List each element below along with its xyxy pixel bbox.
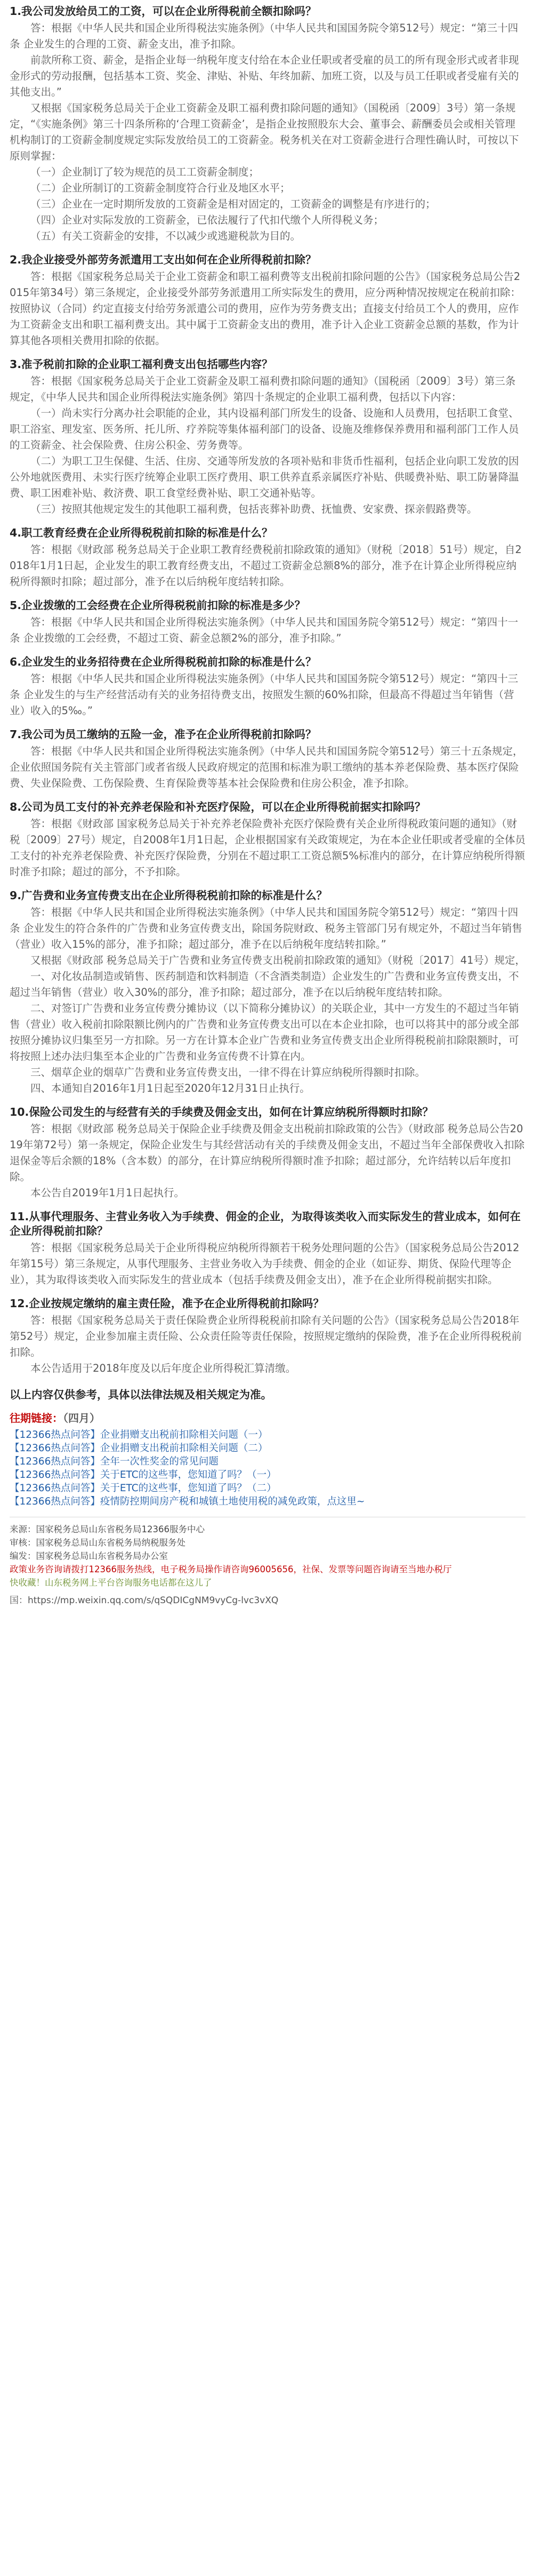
question-heading: 2.我企业接受外部劳务派遣用工支出如何在企业所得税前扣除？ xyxy=(10,253,317,266)
footer-url[interactable]: 国：https://mp.weixin.qq.com/s/qSQDICgNM9vyCg-lvc3vXQ xyxy=(10,1595,279,1606)
footer-reviewer: 审核：国家税务总局山东省税务局纳税服务处 xyxy=(10,1538,185,1548)
question-heading: 9.广告费和业务宣传费支出在企业所得税税前扣除的标准是什么？ xyxy=(10,889,328,902)
answer-paragraph: 答：根据《国家税务总局关于企业工资薪金及职工福利费扣除问题的通知》（国税函〔2009〕3号）第三条规定，《中华人民共和国企业所得税法实施条例》第四十条规定的企业职工福利费，包括以下内容： xyxy=(10,375,516,403)
qa-item xyxy=(10,253,526,349)
answer-paragraph: （一）企业制订了较为规范的员工工资薪金制度； xyxy=(30,166,260,178)
question-heading: 8.公司为员工支付的补充养老保险和补充医疗保险，可以在企业所得税前据实扣除吗？ xyxy=(10,801,426,813)
answer-paragraph: （一）尚未实行分离办社会职能的企业，其内设福利部门所发生的设备、设施和人员费用，包括职工食堂、职工浴室、理发室、医务所、托儿所、疗养院等集体福利部门的设备、设施及维修保养费用和福利部门工作人员的工资薪金、社会保险费、住房公积金、劳务费等。 xyxy=(10,407,519,451)
answer-paragraph: （二）为职工卫生保健、生活、住房、交通等所发放的各项补贴和非货币性福利，包括企业向职工发放的因公外地就医费用、未实行医疗统筹企业职工医疗费用、职工供养直系亲属医疗补贴、供暖费补贴、职工防暑降温费、职工困难补贴、救济费、职工食堂经费补贴、职工交通补贴等。 xyxy=(10,455,519,499)
footer xyxy=(10,1523,526,1607)
past-links-title: 往期链接： xyxy=(10,1412,63,1425)
question-heading: 10.保险公司发生的与经营有关的手续费及佣金支出，如何在计算应纳税所得额时扣除？ xyxy=(10,1106,433,1118)
answer-paragraph: 三、烟草企业的烟草广告费和业务宣传费支出，一律不得在计算应纳税所得额时扣除。 xyxy=(30,1066,426,1078)
footer-source: 来源：国家税务总局山东省税务局12366服务中心 xyxy=(10,1524,205,1534)
answer-paragraph: 前款所称工资、薪金，是指企业每一纳税年度支付给在本企业任职或者受雇的员工的所有现金形式或者非现金形式的劳动报酬，包括基本工资、奖金、津贴、补贴、年终加薪、加班工资，以及与员工任职或者受雇有关的其他支出。” xyxy=(10,54,519,98)
footer-notice: 政策业务咨询请拨打12366服务热线，电子税务局操作请咨询96005656，社保、发票等问题咨询请至当地办税厅 xyxy=(10,1564,452,1574)
section-gap xyxy=(10,1288,526,1297)
past-link-6[interactable]: 【12366热点问答】疫情防控期间房产税和城镇土地使用税的减免政策，点这里~ xyxy=(10,1496,365,1507)
qa-item xyxy=(10,889,526,1097)
question-heading: 5.企业拨缴的工会经费在企业所得税税前扣除的标准是多少？ xyxy=(10,599,306,612)
past-link-3[interactable]: 【12366热点问答】全年一次性奖金的常见问题 xyxy=(10,1456,219,1467)
section-gap xyxy=(10,349,526,357)
answer-paragraph: （二）企业所制订的工资薪金制度符合行业及地区水平； xyxy=(30,182,290,194)
section-gap xyxy=(10,719,526,727)
answer-paragraph: 答：根据《中华人民共和国企业所得税法实施条例》（中华人民共和国国务院令第512号）规定：“第三十四条 企业发生的合理的工资、薪金支出，准予扣除。 xyxy=(10,22,519,50)
section-gap xyxy=(10,590,526,598)
answer-paragraph: 本公告自2019年1月1日起执行。 xyxy=(30,1187,184,1199)
qa-item xyxy=(10,1105,526,1201)
past-link-5[interactable]: 【12366热点问答】关于ETC的这些事，您知道了吗？（二） xyxy=(10,1483,277,1494)
question-heading: 4.职工教育经费在企业所得税税前扣除的标准是什么？ xyxy=(10,526,273,539)
question-heading: 1.我公司发放给员工的工资，可以在企业所得税前全额扣除吗？ xyxy=(10,5,317,18)
answer-paragraph: 二、对签订广告费和业务宣传费分摊协议（以下简称分摊协议）的关联企业，其中一方发生的不超过当年销售（营业）收入税前扣除限额比例内的广告费和业务宣传费支出可以在本企业扣除，也可以将其中的部分或全部按照分摊协议归集至另一方扣除。另一方在计算本企业广告费和业务宣传费支出企业所得税税前扣除限额时，可将按照上述办法归集至本企业的广告费和业务宣传费不计算在内。 xyxy=(10,1002,519,1062)
answer-paragraph: 又根据《财政部 税务总局关于广告费和业务宣传费支出税前扣除政策的通知》（财税〔2017〕41号）规定， xyxy=(30,954,526,966)
answer-paragraph: 答：根据《国家税务总局关于企业工资薪金和职工福利费等支出税前扣除问题的公告》（国家税务总局公告2015年第34号）第三条规定，企业接受外部劳务派遣用工所实际发生的费用，应分两种情况按规定在税前扣除：按照协议（合同）约定直接支付给劳务派遣公司的费用，应作为劳务费支出；直接支付给员工个人的费用，应作为工资薪金支出和职工福利费支出。其中属于工资薪金支出的费用，准予计入企业工资薪金总额的基数，作为计算其他各项相关费用扣除的依据。 xyxy=(10,270,521,347)
section-gap xyxy=(10,791,526,800)
past-links-subtitle: （四月） xyxy=(63,1412,100,1425)
qa-item xyxy=(10,1210,526,1288)
section-gap xyxy=(10,244,526,253)
question-heading: 3.准予税前扣除的企业职工福利费支出包括哪些内容？ xyxy=(10,358,273,371)
section-gap xyxy=(10,1201,526,1210)
question-heading: 12.企业按规定缴纳的雇主责任险，准予在企业所得税前扣除吗？ xyxy=(10,1297,324,1310)
answer-paragraph: 又根据《国家税务总局关于企业工资薪金及职工福利费扣除问题的通知》（国税函〔2009〕3号）第一条规定，“《实施条例》第三十四条所称的‘合理工资薪金’，是指企业按照股东大会、董事会、薪酬委员会或相关管理机构制订的工资薪金制度规定实际发放给员工的工资薪金。税务机关在对工资薪金进行合理性确认时，可按以下原则掌握： xyxy=(10,102,519,162)
answer-paragraph: 答：根据《国家税务总局关于企业所得税应纳税所得额若干税务处理问题的公告》（国家税务总局公告2012年第15号）第三条规定，从事代理服务、主营业务收入为手续费、佣金的企业（如证券、期货、保险代理等企业），其为取得该类收入而实际发生的营业成本（包括手续费及佣金支出），准予在企业所得税前据实扣除。 xyxy=(10,1242,520,1286)
section-gap xyxy=(10,1097,526,1105)
past-link-2[interactable]: 【12366热点问答】企业捐赠支出税前扣除相关问题（二） xyxy=(10,1443,268,1454)
answer-paragraph: 答：根据《财政部 税务总局关于企业职工教育经费税前扣除政策的通知》（财税〔2018〕51号）规定，自2018年1月1日起，企业发生的职工教育经费支出，不超过工资薪金总额8%的部分，准予在计算企业所得税应纳税所得额时扣除；超过部分，准予在以后纳税年度结转扣除。 xyxy=(10,543,522,588)
answer-paragraph: （五）有关工资薪金的安排，不以减少或逃避税款为目的。 xyxy=(30,230,301,242)
footer-editor: 编发：国家税务总局山东省税务局办公室 xyxy=(10,1551,168,1561)
answer-paragraph: 答：根据《中华人民共和国企业所得税法实施条例》（中华人民共和国国务院令第512号）规定：“第四十四条 企业发生的符合条件的广告费和业务宣传费支出，除国务院财政、税务主管部门另有规定外，不超过当年销售（营业）收入15%的部分，准予扣除；超过部分，准予在以后纳税年度结转扣除。” xyxy=(10,906,522,950)
answer-paragraph: 答：根据《中华人民共和国企业所得税法实施条例》（中华人民共和国国务院令第512号）规定：“第四十一条 企业拨缴的工会经费，不超过工资、薪金总额2%的部分，准予扣除。” xyxy=(10,616,519,644)
past-links-heading xyxy=(10,1410,526,1425)
answer-paragraph: 答：根据《财政部 国家税务总局关于补充养老保险费补充医疗保险费有关企业所得税政策问题的通知》（财税〔2009〕27号）规定，自2008年1月1日起，企业根据国家有关政策规定，为在本企业任职或者受雇的全体员工支付的补充养老保险费、补充医疗保险费，分别在不超过职工工资总额5%标准内的部分，在计算应纳税所得额时准予扣除；超过的部分，不予扣除。 xyxy=(10,818,526,878)
footer-notice-link[interactable]: 快收藏！山东税务网上平台咨询服务电话都在这儿了 xyxy=(10,1578,212,1588)
answer-paragraph: 答：根据《中华人民共和国企业所得税法实施条例》（中华人民共和国国务院令第512号）第三十五条规定，企业依照国务院有关主管部门或者省级人民政府规定的范围和标准为职工缴纳的基本养老保险费、基本医疗保险费、失业保险费、工伤保险费、生育保险费等基本社会保险费和住房公积金，准予扣除。 xyxy=(10,745,523,789)
qa-item xyxy=(10,598,526,646)
answer-paragraph: 四、本通知自2016年1月1日起至2020年12月31日止执行。 xyxy=(30,1082,310,1094)
section-gap xyxy=(10,517,526,526)
answer-paragraph: （四）企业对实际发放的工资薪金，已依法履行了代扣代缴个人所得税义务； xyxy=(30,214,384,226)
answer-paragraph: 一、对化妆品制造或销售、医药制造和饮料制造（不含酒类制造）企业发生的广告费和业务宣传费支出，不超过当年销售（营业）收入30%的部分，准予扣除；超过部分，准予在以后纳税年度结转扣除。 xyxy=(10,970,519,998)
question-heading: 6.企业发生的业务招待费在企业所得税税前扣除的标准是什么？ xyxy=(10,655,317,668)
closing-statement: 以上内容仅供参考，具体以法律法规及相关规定为准。 xyxy=(10,1388,272,1401)
question-heading: 7.我公司为员工缴纳的五险一金，准予在企业所得税前扣除吗？ xyxy=(10,728,317,741)
qa-item xyxy=(10,526,526,590)
answer-paragraph: （三）企业在一定时期所发放的工资薪金是相对固定的，工资薪金的调整是有序进行的； xyxy=(30,198,436,210)
section-gap xyxy=(10,880,526,889)
question-heading: 11.从事代理服务、主营业务收入为手续费、佣金的企业，为取得该类收入而实际发生的营业成本，如何在企业所得税前扣除？ xyxy=(10,1210,521,1237)
qa-item xyxy=(10,800,526,880)
past-link-1[interactable]: 【12366热点问答】企业捐赠支出税前扣除相关问题（一） xyxy=(10,1429,268,1441)
qa-list xyxy=(10,4,526,1377)
qa-item xyxy=(10,357,526,517)
section-gap xyxy=(10,646,526,655)
past-links-list xyxy=(10,1428,526,1508)
qa-item xyxy=(10,1297,526,1377)
answer-paragraph: 本公告适用于2018年度及以后年度企业所得税汇算清缴。 xyxy=(30,1362,296,1374)
answer-paragraph: 答：根据《财政部 税务总局关于保险企业手续费及佣金支出税前扣除政策的公告》（财政部 税务总局公告2019年第72号）第一条规定，保险企业发生与其经营活动有关的手续费及佣金支出，不超过当年全部保费收入扣除退保金等后余额的18%（含本数）的部分，在计算应纳税所得额时准予扣除；超过部分，允许结转以后年度扣除。 xyxy=(10,1123,525,1183)
answer-paragraph: 答：根据《中华人民共和国企业所得税法实施条例》（中华人民共和国国务院令第512号）规定：“第四十三条 企业发生的与生产经营活动有关的业务招待费支出，按照发生额的60%扣除，但最高不得超过当年销售（营业）收入的5‰。” xyxy=(10,673,519,717)
qa-item xyxy=(10,4,526,244)
answer-paragraph: （三）按照其他规定发生的其他职工福利费，包括丧葬补助费、抚恤费、安家费、探亲假路费等。 xyxy=(30,503,478,515)
qa-item xyxy=(10,655,526,719)
qa-item xyxy=(10,727,526,791)
past-link-4[interactable]: 【12366热点问答】关于ETC的这些事，您知道了吗？（一） xyxy=(10,1469,277,1481)
answer-paragraph: 答：根据《国家税务总局关于责任保险费企业所得税税前扣除有关问题的公告》（国家税务总局公告2018年第52号）规定，企业参加雇主责任险、公众责任险等责任保险，按照规定缴纳的保险费，准予在企业所得税税前扣除。 xyxy=(10,1314,522,1358)
